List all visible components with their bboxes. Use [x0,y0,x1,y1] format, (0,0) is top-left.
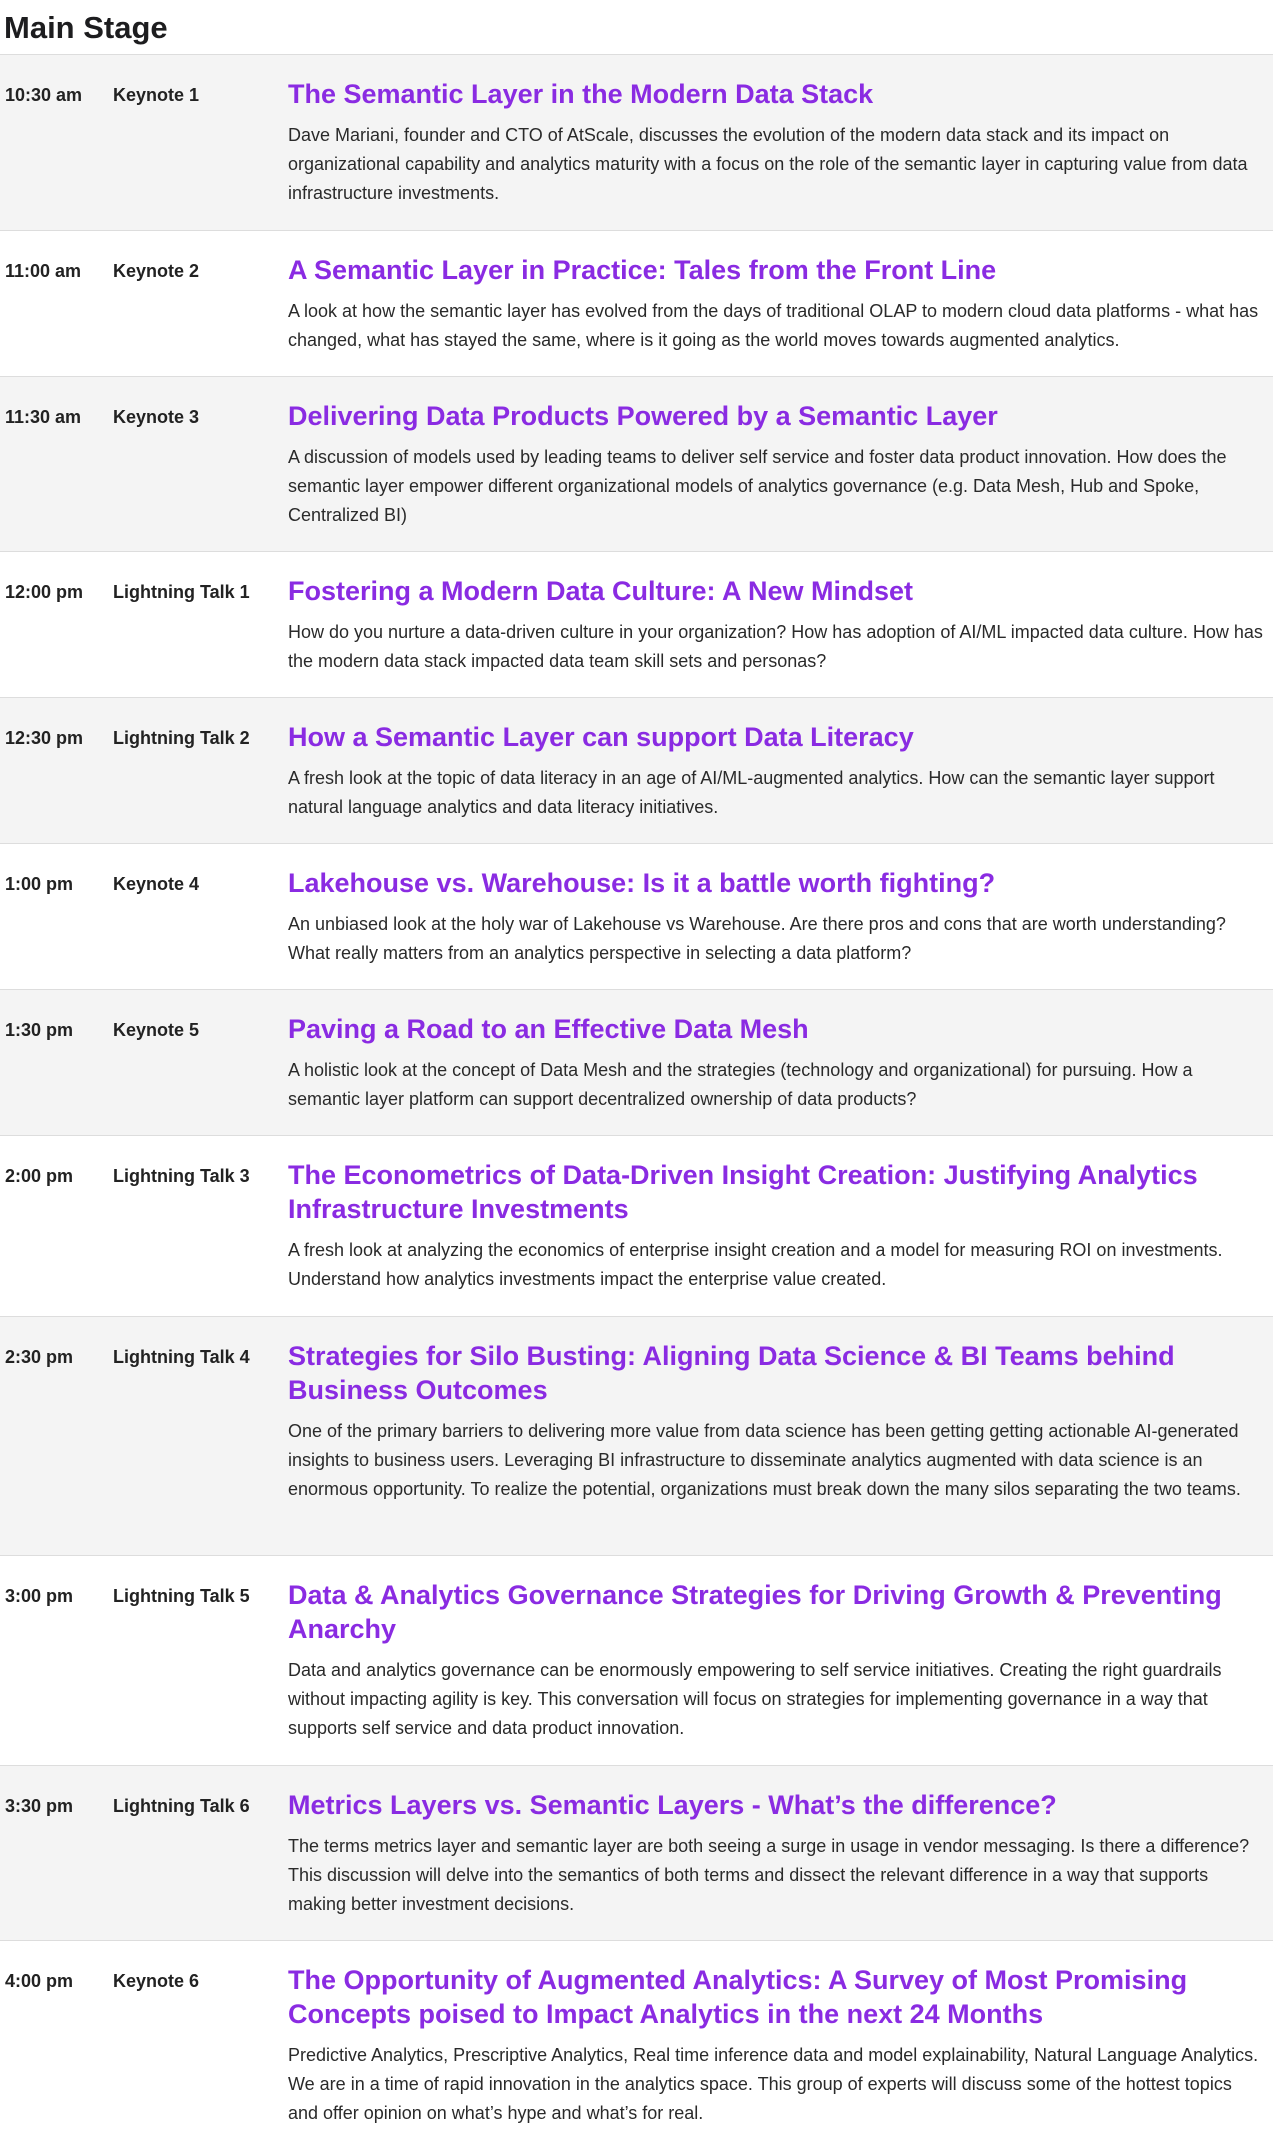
session-time: 12:30 pm [5,728,84,748]
session-time: 11:30 am [5,407,82,427]
session-description: A holistic look at the concept of Data Mesh and the strategies (technology and organizational) for pursuing. How a semantic layer platform can support decentralized ownership of data products? [288,1060,1193,1109]
session-content [283,377,1273,552]
session-row [0,55,1273,231]
session-row [0,990,1273,1136]
session-title-link[interactable]: The Econometrics of Data-Driven Insight Creation: Justifying Analytics Infrastructure Investments [288,1160,1198,1224]
session-title-link[interactable]: Metrics Layers vs. Semantic Layers - What’s the difference? [288,1790,1057,1820]
session-title-link[interactable]: Paving a Road to an Effective Data Mesh [288,1014,809,1044]
session-time: 12:00 pm [5,582,84,602]
session-title-link[interactable]: Data & Analytics Governance Strategies for Driving Growth & Preventing Anarchy [288,1580,1222,1644]
session-description: Predictive Analytics, Prescriptive Analytics, Real time inference data and model explainability, Natural Language Analytics. We are in a time of rapid innovation in the analytics space. This group of experts will discuss some of the hottest topics and offer opinion on what’s hype and what’s for real. [288,2045,1259,2123]
session-description: A fresh look at analyzing the economics of enterprise insight creation and a model for measuring ROI on investments. Understand how analytics investments impact the enterprise value created. [288,1240,1223,1289]
session-time: 1:00 pm [5,874,74,894]
session-row [0,1766,1273,1941]
session-time: 11:00 am [5,261,82,281]
session-title-link[interactable]: Lakehouse vs. Warehouse: Is it a battle worth fighting? [288,868,996,898]
session-time: 10:30 am [5,85,83,105]
session-time: 2:30 pm [5,1347,74,1367]
session-type: Lightning Talk 6 [113,1796,250,1816]
session-title-link[interactable]: The Semantic Layer in the Modern Data Stack [288,79,874,109]
session-content [283,1317,1273,1526]
session-time: 4:00 pm [5,1971,74,1991]
session-row [0,1556,1273,1766]
session-row [0,1317,1273,1556]
session-time: 3:00 pm [5,1586,74,1606]
session-type: Keynote 1 [113,85,200,105]
session-row [0,698,1273,844]
session-time: 2:00 pm [5,1166,74,1186]
session-type: Keynote 5 [113,1020,200,1040]
session-content [283,1766,1273,1941]
session-description: Dave Mariani, founder and CTO of AtScale, discusses the evolution of the modern data stack and its impact on organizational capability and analytics maturity with a focus on the role of the semantic layer in capturing value from data infrastructure investments. [288,125,1248,203]
session-type: Lightning Talk 1 [113,582,250,602]
session-description: A look at how the semantic layer has evolved from the days of traditional OLAP to modern cloud data platforms - what has changed, what has stayed the same, where is it going as the world moves towards augmented analytics. [288,301,1259,350]
session-type: Lightning Talk 5 [113,1586,250,1606]
session-description: The terms metrics layer and semantic layer are both seeing a surge in usage in vendor messaging. Is there a difference? This discussion will delve into the semantics of both terms and dissect the relevant difference in a way that supports making better investment decisions. [288,1836,1250,1914]
session-type: Lightning Talk 4 [113,1347,250,1367]
session-content [283,844,1273,990]
session-content [283,1556,1273,1765]
session-content [283,231,1273,377]
session-time: 3:30 pm [5,1796,74,1816]
session-row [0,231,1273,377]
session-content [283,55,1273,230]
session-description: A fresh look at the topic of data literacy in an age of AI/ML-augmented analytics. How can the semantic layer support natural language analytics and data literacy initiatives. [288,768,1215,817]
session-row [0,1136,1273,1317]
session-content [283,1136,1273,1316]
session-type: Keynote 3 [113,407,200,427]
page-title: Main Stage [4,10,168,45]
session-description: One of the primary barriers to delivering more value from data science has been getting getting actionable AI-generated insights to business users. Leveraging BI infrastructure to disseminate analytics augmented with data science is an enormous opportunity. To realize the potential, organizations must break down the many silos separating the two teams. [288,1421,1241,1499]
session-description: Data and analytics governance can be enormously empowering to self service initiatives. Creating the right guardrails without impacting agility is key. This conversation will focus on strategies for implementing governance in a way that supports self service and data product innovation. [288,1660,1222,1738]
session-type: Lightning Talk 3 [113,1166,250,1186]
session-title-link[interactable]: Strategies for Silo Busting: Aligning Data Science & BI Teams behind Business Outcomes [288,1341,1175,1405]
session-title-link[interactable]: A Semantic Layer in Practice: Tales from the Front Line [288,255,997,285]
session-title-link[interactable]: Delivering Data Products Powered by a Semantic Layer [288,401,998,431]
session-content [283,1941,1273,2150]
session-type: Lightning Talk 2 [113,728,250,748]
session-row [0,844,1273,990]
session-description: A discussion of models used by leading teams to deliver self service and foster data product innovation. How does the semantic layer empower different organizational models of analytics governance (e.g. Data Mesh, Hub and Spoke, Centralized BI) [288,447,1227,525]
session-content [283,698,1273,844]
session-content [283,990,1273,1136]
session-title-link[interactable]: The Opportunity of Augmented Analytics: A Survey of Most Promising Concepts poised to Impact Analytics in the next 24 Months [288,1965,1188,2029]
session-row [0,1941,1273,2146]
schedule-table [0,54,1273,2146]
session-row [0,552,1273,698]
session-time: 1:30 pm [5,1020,74,1040]
session-title-link[interactable]: Fostering a Modern Data Culture: A New Mindset [288,576,914,606]
session-type: Keynote 4 [113,874,200,894]
session-description: An unbiased look at the holy war of Lakehouse vs Warehouse. Are there pros and cons that are worth understanding? What really matters from an analytics perspective in selecting a data platform? [288,914,1226,963]
session-content [283,552,1273,698]
session-title-link[interactable]: How a Semantic Layer can support Data Literacy [288,722,914,752]
session-row [0,377,1273,552]
session-description: How do you nurture a data-driven culture in your organization? How has adoption of AI/ML impacted data culture. How has the modern data stack impacted data team skill sets and personas? [288,622,1263,671]
session-type: Keynote 2 [113,261,200,281]
session-type: Keynote 6 [113,1971,200,1991]
